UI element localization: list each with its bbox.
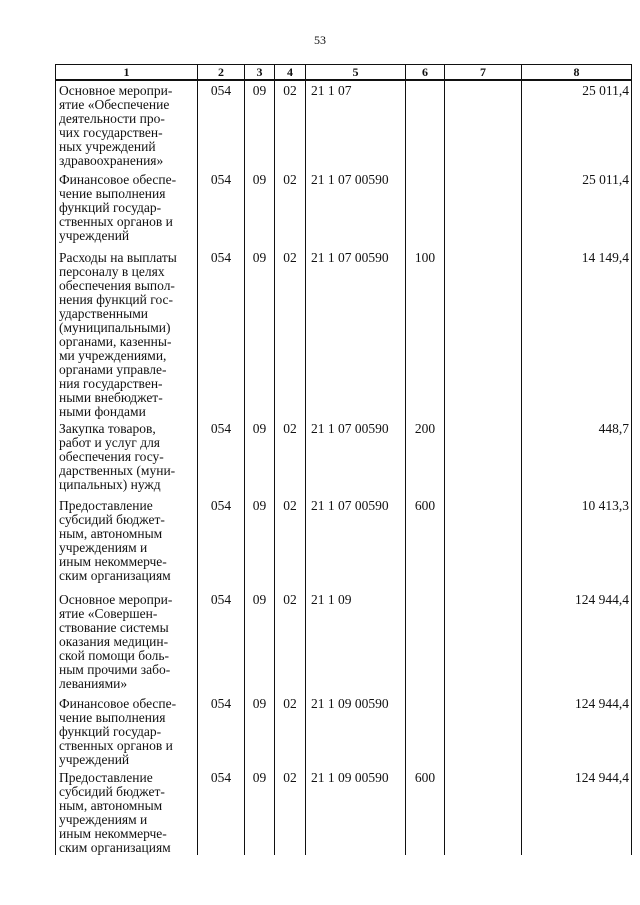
row-name-line: учреждениям и [59, 812, 148, 827]
row-name-line: ским организациям [59, 840, 171, 855]
row-name-line: ственных органов и [59, 214, 173, 229]
subsection-code-cell: 02 [275, 496, 306, 590]
row-name-line: ми учреждениями, [59, 348, 167, 363]
amount-cell: 14 149,4 [522, 248, 632, 419]
row-name-line: леваниями» [59, 676, 128, 691]
row-name-line: (муниципальными) [59, 320, 171, 335]
row-name-line: ствование системы [59, 620, 169, 635]
subsection-code-cell: 02 [275, 80, 306, 170]
row-name-line: Финансовое обеспе- [59, 696, 177, 711]
section-code-cell: 09 [245, 496, 275, 590]
ministry-code-cell: 054 [198, 496, 245, 590]
row-name-line: ятие «Обеспечение [59, 97, 170, 112]
column-header-2: 2 [198, 65, 245, 81]
row-name-cell [56, 419, 198, 496]
table-row [56, 590, 632, 694]
table-row [56, 170, 632, 248]
row-name-line: органами управле- [59, 362, 167, 377]
column-7-cell [445, 590, 522, 694]
row-name-line: иным некоммерче- [59, 554, 167, 569]
target-article-cell: 21 1 07 [306, 80, 406, 170]
amount-cell: 124 944,4 [522, 590, 632, 694]
row-name-line: ципальных) нужд [59, 477, 161, 492]
section-code-cell: 09 [245, 80, 275, 170]
row-name-line: чение выполнения [59, 186, 166, 201]
subsection-code-cell: 02 [275, 170, 306, 248]
row-name-line: обеспечения госу- [59, 449, 164, 464]
row-name-line: Закупка товаров, [59, 421, 156, 436]
row-name-cell [56, 768, 198, 855]
row-name-cell [56, 590, 198, 694]
table-row [56, 694, 632, 768]
amount-cell: 124 944,4 [522, 694, 632, 768]
row-name-line: субсидий бюджет- [59, 512, 165, 527]
column-7-cell [445, 248, 522, 419]
ministry-code-cell: 054 [198, 248, 245, 419]
row-name-line: учреждениям и [59, 540, 148, 555]
row-name-cell [56, 694, 198, 768]
row-name-line: Финансовое обеспе- [59, 172, 177, 187]
section-code-cell: 09 [245, 768, 275, 855]
amount-cell: 124 944,4 [522, 768, 632, 855]
expense-type-cell [406, 590, 445, 694]
ministry-code-cell: 054 [198, 694, 245, 768]
row-name-cell [56, 170, 198, 248]
row-name-line: здравоохранения» [59, 153, 164, 168]
row-name-line: ным, автономным [59, 526, 163, 541]
amount-cell: 448,7 [522, 419, 632, 496]
subsection-code-cell: 02 [275, 419, 306, 496]
subsection-code-cell: 02 [275, 694, 306, 768]
expense-type-cell: 600 [406, 768, 445, 855]
row-name-line: ных учреждений [59, 139, 156, 154]
row-name-line: функций государ- [59, 724, 162, 739]
budget-table [55, 64, 632, 855]
table-row [56, 768, 632, 855]
subsection-code-cell: 02 [275, 590, 306, 694]
row-name-line: чих государствен- [59, 125, 163, 140]
column-header-4: 4 [275, 65, 306, 81]
row-name-line: дарственных (муни- [59, 463, 176, 478]
section-code-cell: 09 [245, 170, 275, 248]
expense-type-cell [406, 694, 445, 768]
row-name-line: работ и услуг для [59, 435, 161, 450]
expense-type-cell: 100 [406, 248, 445, 419]
section-code-cell: 09 [245, 590, 275, 694]
row-name-line: иным некоммерче- [59, 826, 167, 841]
column-7-cell [445, 694, 522, 768]
row-name-line: оказания медицин- [59, 634, 169, 649]
ministry-code-cell: 054 [198, 590, 245, 694]
table-header [56, 65, 632, 81]
row-name-cell [56, 248, 198, 419]
column-header-1: 1 [56, 65, 198, 81]
expense-type-cell: 600 [406, 496, 445, 590]
target-article-cell: 21 1 07 00590 [306, 170, 406, 248]
row-name-line: Основное меропри- [59, 592, 173, 607]
column-7-cell [445, 419, 522, 496]
subsection-code-cell: 02 [275, 768, 306, 855]
row-name-line: ятие «Совершен- [59, 606, 158, 621]
expense-type-cell [406, 80, 445, 170]
ministry-code-cell: 054 [198, 768, 245, 855]
row-name-line: деятельности про- [59, 111, 165, 126]
column-7-cell [445, 768, 522, 855]
expense-type-cell: 200 [406, 419, 445, 496]
column-header-8: 8 [522, 65, 632, 81]
row-name-line: нения функций гос- [59, 292, 174, 307]
row-name-line: ударственными [59, 306, 148, 321]
column-header-5: 5 [306, 65, 406, 81]
column-7-cell [445, 496, 522, 590]
row-name-line: чение выполнения [59, 710, 166, 725]
amount-cell: 25 011,4 [522, 80, 632, 170]
ministry-code-cell: 054 [198, 170, 245, 248]
table-row [56, 419, 632, 496]
row-name-line: ским организациям [59, 568, 171, 583]
subsection-code-cell: 02 [275, 248, 306, 419]
row-name-line: ным, автономным [59, 798, 163, 813]
section-code-cell: 09 [245, 694, 275, 768]
target-article-cell: 21 1 07 00590 [306, 248, 406, 419]
page-number: 53 [314, 33, 326, 47]
target-article-cell: 21 1 09 [306, 590, 406, 694]
column-header-6: 6 [406, 65, 445, 81]
row-name-line: Расходы на выплаты [59, 250, 177, 265]
row-name-line: ственных органов и [59, 738, 173, 753]
section-code-cell: 09 [245, 419, 275, 496]
column-7-cell [445, 80, 522, 170]
amount-cell: 10 413,3 [522, 496, 632, 590]
ministry-code-cell: 054 [198, 80, 245, 170]
row-name-line: ния государствен- [59, 376, 163, 391]
target-article-cell: 21 1 07 00590 [306, 496, 406, 590]
table-row [56, 80, 632, 170]
row-name-line: ными внебюджет- [59, 390, 163, 405]
row-name-line: Основное меропри- [59, 83, 173, 98]
row-name-cell [56, 80, 198, 170]
row-name-cell [56, 496, 198, 590]
row-name-line: органами, казенны- [59, 334, 172, 349]
column-header-7: 7 [445, 65, 522, 81]
row-name-line: субсидий бюджет- [59, 784, 165, 799]
row-name-line: учреждений [59, 752, 130, 767]
row-name-line: учреждений [59, 228, 130, 243]
target-article-cell: 21 1 07 00590 [306, 419, 406, 496]
row-name-line: Предоставление [59, 498, 153, 513]
target-article-cell: 21 1 09 00590 [306, 768, 406, 855]
table-body [56, 80, 632, 855]
expense-type-cell [406, 170, 445, 248]
section-code-cell: 09 [245, 248, 275, 419]
amount-cell: 25 011,4 [522, 170, 632, 248]
column-header-3: 3 [245, 65, 275, 81]
column-7-cell [445, 170, 522, 248]
row-name-line: ными фондами [59, 404, 146, 419]
header-row [56, 65, 632, 81]
row-name-line: ской помощи боль- [59, 648, 170, 663]
target-article-cell: 21 1 09 00590 [306, 694, 406, 768]
table-row [56, 496, 632, 590]
ministry-code-cell: 054 [198, 419, 245, 496]
row-name-line: ным прочими забо- [59, 662, 171, 677]
row-name-line: функций государ- [59, 200, 162, 215]
table-row [56, 248, 632, 419]
row-name-line: обеспечения выпол- [59, 278, 175, 293]
row-name-line: персоналу в целях [59, 264, 165, 279]
row-name-line: Предоставление [59, 770, 153, 785]
